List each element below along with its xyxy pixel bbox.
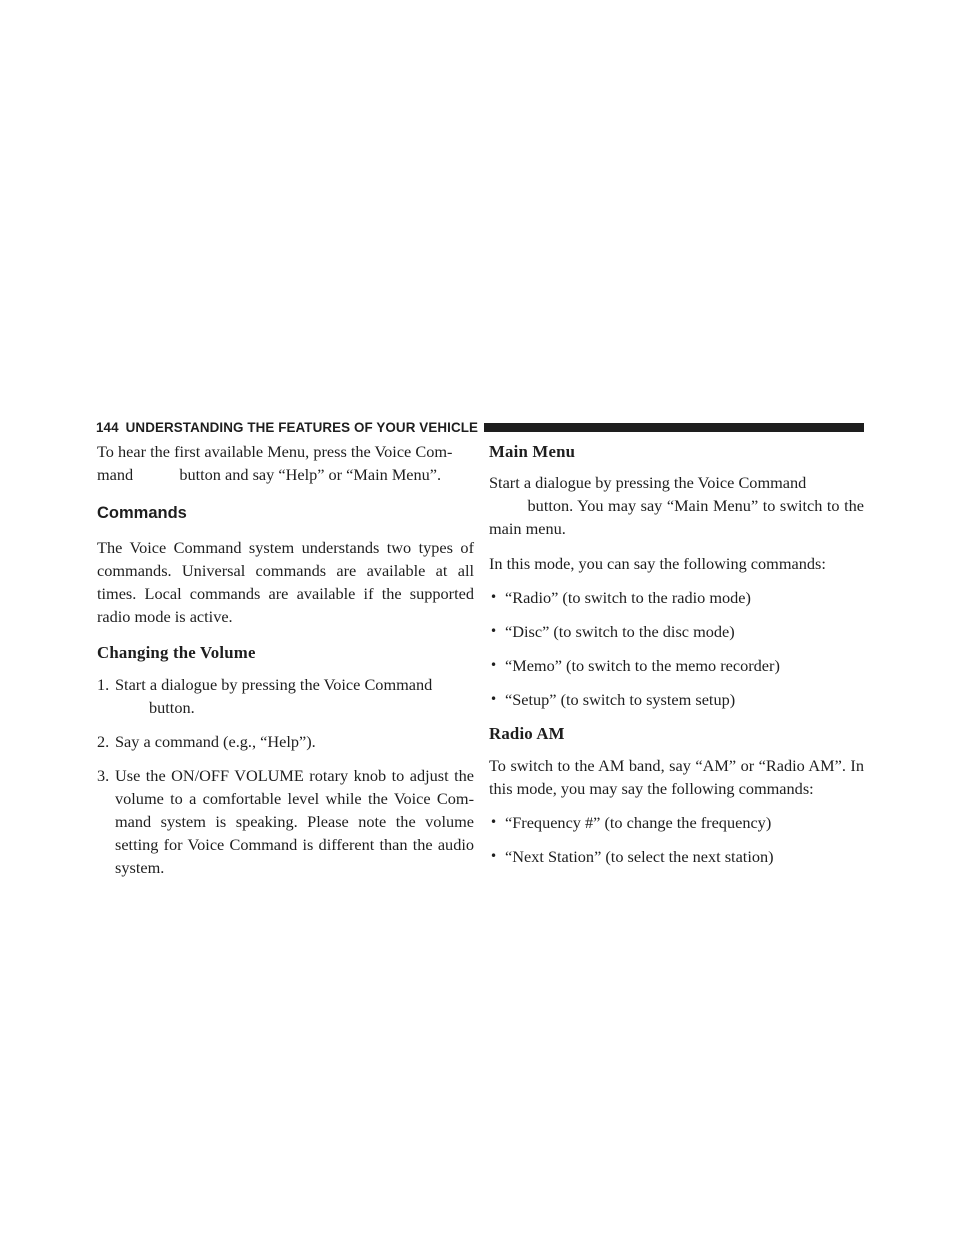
intro-text-b: mand <box>97 465 134 484</box>
main-menu-text-a: Start a dialogue by pressing the Voice Command <box>489 473 807 492</box>
left-column <box>97 440 474 879</box>
page-number: 144 <box>96 419 119 435</box>
commands-heading: Commands <box>97 504 187 522</box>
step-item <box>97 764 474 879</box>
intro-paragraph <box>97 440 474 486</box>
list-item: • “Setup” (to switch to system setup) <box>490 690 736 709</box>
step-number: 2. <box>97 732 110 751</box>
main-menu-commands <box>489 586 864 711</box>
list-item: • “Next Station” (to select the next station) <box>490 847 774 866</box>
intro-text-a: To hear the first available Menu, press the Voice Com- <box>97 442 453 461</box>
step-item <box>97 673 474 719</box>
volume-heading: Changing the Volume <box>97 643 256 662</box>
step-text: Start a dialogue by pressing the Voice Command <box>115 675 433 694</box>
right-column <box>489 440 864 868</box>
intro-text-c: button and say “Help” or “Main Menu”. <box>179 465 442 484</box>
commands-body: The Voice Command system understands two types of commands. Universal commands are available at all times. Local commands are available if the supported radio mode is active. <box>97 538 474 626</box>
radio-am-body: To switch to the AM band, say “AM” or “Radio AM”. In this mode, you may say the following commands: <box>489 756 864 798</box>
step-item <box>97 730 474 753</box>
list-item: • “Frequency #” (to change the frequency) <box>490 813 772 832</box>
voice-command-icon <box>137 469 175 483</box>
step-text: Use the ON/OFF VOLUME rotary knob to adjust the volume to a comfortable level while the Voice Com- mand system is speaking. Please note the volume setting for Voice Command is different than the audio system. <box>115 766 474 877</box>
list-item: • “Radio” (to switch to the radio mode) <box>490 588 751 607</box>
main-menu-body <box>489 471 864 540</box>
page-header <box>96 417 864 437</box>
mode-intro: In this mode, you can say the following commands: <box>489 554 826 573</box>
header-rule <box>484 423 864 432</box>
voice-command-icon <box>489 500 523 514</box>
step-number: 3. <box>97 766 110 785</box>
list-item: • “Memo” (to switch to the memo recorder) <box>490 656 780 675</box>
volume-steps <box>97 673 474 879</box>
main-menu-heading: Main Menu <box>489 442 576 461</box>
main-menu-text-b: button. You may say “Main Menu” to switch to the main menu. <box>489 496 864 538</box>
step-text-cont: button. <box>149 698 195 717</box>
radio-am-heading: Radio AM <box>489 724 565 743</box>
list-item: • “Disc” (to switch to the disc mode) <box>490 622 735 641</box>
step-number: 1. <box>97 675 110 694</box>
radio-am-commands <box>489 811 864 868</box>
step-text: Say a command (e.g., “Help”). <box>115 732 316 751</box>
section-title: UNDERSTANDING THE FEATURES OF YOUR VEHICLE <box>125 419 479 435</box>
